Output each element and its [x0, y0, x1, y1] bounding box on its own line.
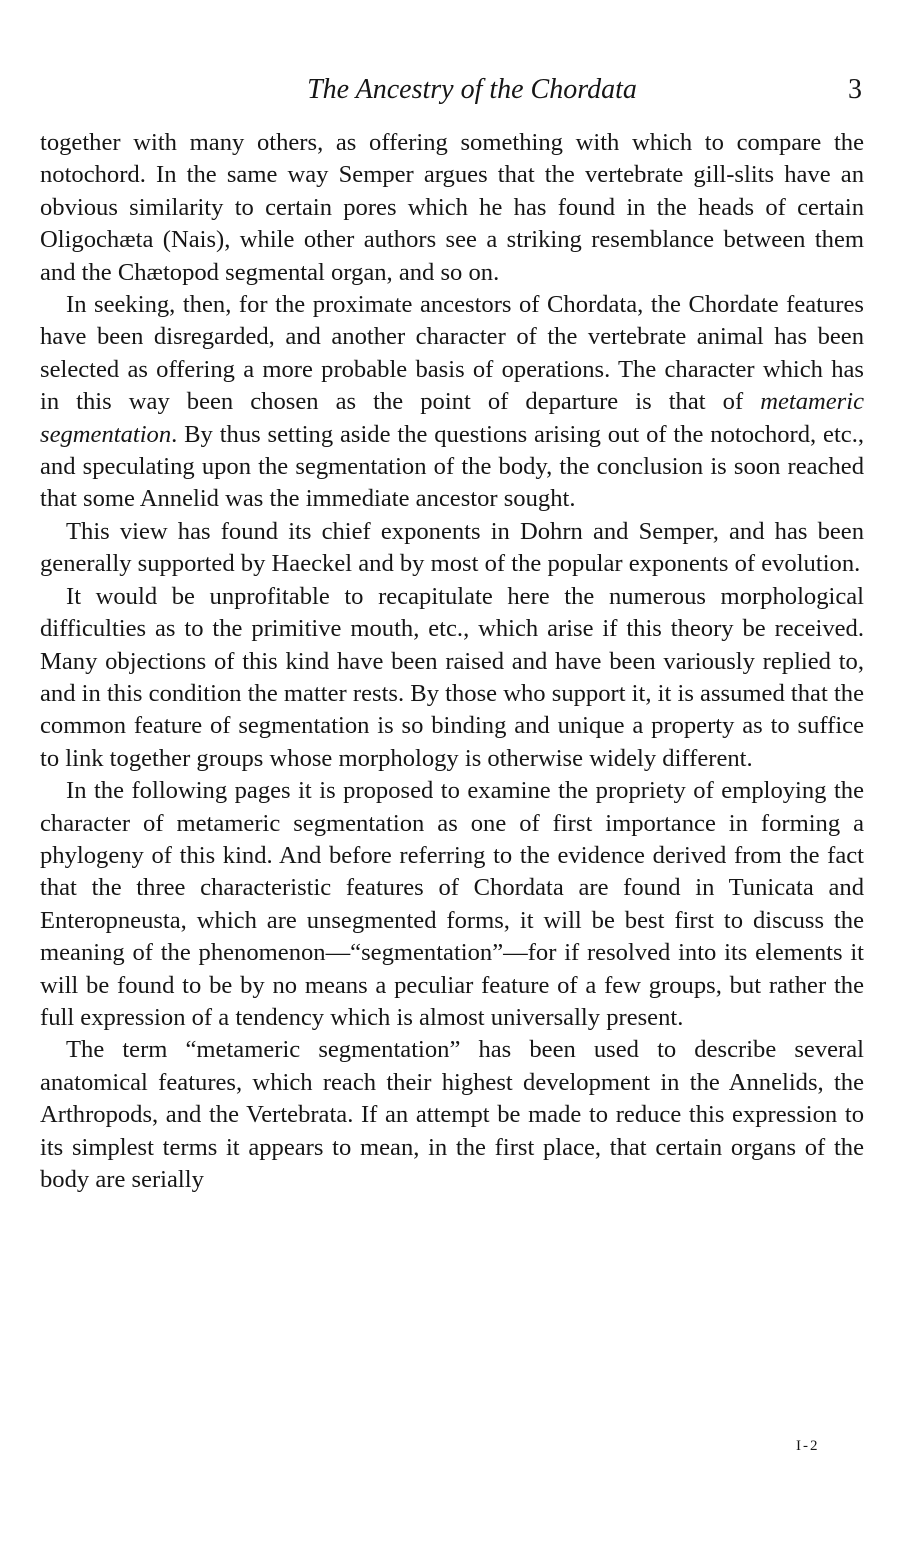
paragraph-seeking-ancestors [40, 289, 864, 516]
running-title: The Ancestry of the Chordata [307, 74, 637, 105]
paragraph-proposal: In the following pages it is proposed to examine the propriety of employing the character of metameric segmentation as one of first importance in forming a phylogeny of this kind. And before referring to the evidence derived from the fact that the three characteristic features of Chordata are found in Tunicata and Enteropneusta, which are unsegmented forms, it will be best first to discuss the meaning of the phenomenon—“segmentation”—for if resolved into its elements it will be found to be by no means a peculiar feature of a few groups, but rather the full expression of a tendency which is almost universally present. [40, 777, 864, 1031]
paragraph-objections: It would be unprofitable to recapitulate here the numerous morphological difficulties as to the primitive mouth, etc., which arise if this theory be received. Many objections of this kind have been raised and have been variously replied to, and in this condition the matter rests. By those who support it, it is assumed that the common feature of segmentation is so binding and unique a property as to suffice to link together groups whose morphology is otherwise widely different. [40, 582, 864, 772]
paragraph-continued: together with many others, as offering something with which to compare the notochord. In the same way Semper argues that the vertebrate gill-slits have an obvious similarity to certain pores which he has found in the heads of certain Oligochæta (Nais), while other authors see a striking resemblance between them and the Chætopod segmental organ, and so on. [40, 129, 864, 286]
body-text [40, 127, 864, 1196]
running-header [40, 70, 864, 110]
paragraph-text: In seeking, then, for the proximate ancestors of Chordata, the Chordate features have been disregarded, and another character of the vertebrate animal has been selected as offering a more probable basis of operations. The character which has in this way been chosen as the point of departure is that of [40, 291, 864, 416]
paragraph-text: . By thus setting aside the questions arising out of the notochord, etc., and speculating upon the segmentation of the body, the conclusion is soon reached that some Annelid was the immediate ancestor sought. [40, 420, 864, 513]
paragraph-exponents: This view has found its chief exponents in Dohrn and Semper, and has been generally supported by Haeckel and by most of the popular exponents of evolution. [40, 517, 864, 578]
paragraph-definition: The term “metameric segmentation” has been used to describe several anatomical features, which reach their highest development in the Annelids, the Arthropods, and the Vertebrata. If an attempt be made to reduce this expression to its simplest terms it appears to mean, in the first place, that certain organs of the body are serially [40, 1036, 864, 1193]
printer-signature-mark: I-2 [796, 1438, 820, 1454]
page-number: 3 [848, 74, 862, 105]
emphasis-term: metameric segmentation [40, 388, 864, 448]
